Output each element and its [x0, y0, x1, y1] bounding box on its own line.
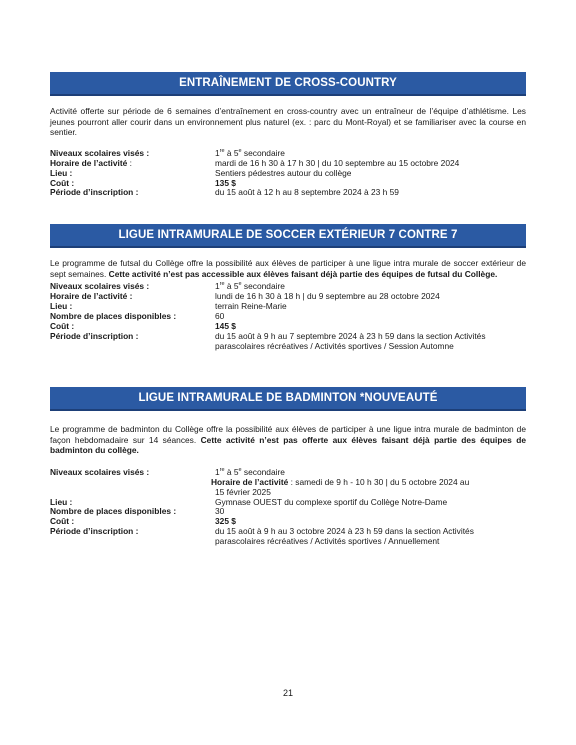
info-row-places: Nombre de places disponibles : 60	[50, 310, 225, 321]
info-row-niveaux: Niveaux scolaires visés : 1re à 5e secondaire	[50, 466, 285, 477]
info-row-periode: Période d’inscription : du 15 août à 9 h au 3 octobre 2024 à 23 h 59 dans la section Activités parascolaires récréatives / Activités sportives / Annuellement	[50, 526, 474, 547]
info-row-niveaux: Niveaux scolaires visés : 1re à 5e secondaire	[50, 147, 285, 158]
section-title: LIGUE INTRAMURALE DE BADMINTON *NOUVEAUTÉ	[50, 387, 526, 411]
page-number: 21	[282, 688, 293, 698]
info-row-cout: Coût : 135 $	[50, 177, 236, 188]
info-row-lieu: Lieu : Gymnase OUEST du complexe sportif du Collège Notre-Dame	[50, 496, 448, 507]
info-row-places: Nombre de places disponibles : 30	[50, 506, 225, 517]
section-badminton	[50, 387, 526, 547]
info-table	[50, 282, 526, 351]
info-row-horaire: Horaire de l’activité : samedi de 9 h - 10 h 30 | du 5 octobre 2024 au 15 février 2025	[211, 476, 470, 497]
info-row-periode: Période d’inscription : du 15 août à 12 h au 8 septembre 2024 à 23 h 59	[50, 187, 399, 198]
section-title: LIGUE INTRAMURALE DE SOCCER EXTÉRIEUR 7 CONTRE 7	[50, 224, 526, 248]
info-row-lieu: Lieu : Sentiers pédestres autour du collège	[50, 167, 352, 178]
info-table	[50, 468, 526, 547]
info-row-cout: Coût : 145 $	[50, 320, 236, 331]
info-row-horaire: Horaire de l’activité : mardi de 16 h 30 à 17 h 30 | du 10 septembre au 15 octobre 2024	[50, 157, 460, 168]
info-row-periode: Période d’inscription : du 15 août à 9 h au 7 septembre 2024 à 23 h 59 dans la section Activités parascolaires récréatives / Activités sportives / Session Automne	[50, 330, 486, 351]
section-description: Activité offerte sur période de 6 semaines d’entraînement en cross-country avec un entraîneur de l’équipe d’athlétisme. Les jeunes pourront aller courir dans un environnement plus naturel (ex. : parc du Mont-Royal) et se familiariser avec la course en sentier.	[50, 106, 526, 138]
section-title: ENTRAÎNEMENT DE CROSS-COUNTRY	[50, 72, 526, 96]
section-soccer	[50, 224, 526, 352]
info-row-horaire: Horaire de l’activité : lundi de 16 h 30 à 18 h | du 9 septembre au 28 octobre 2024	[50, 291, 440, 302]
info-row-cout: Coût : 325 $	[50, 516, 236, 527]
section-cross-country	[50, 72, 526, 198]
section-description: Le programme de badminton du Collège offre la possibilité aux élèves de participer à une ligue intra murale de badminton de façon hebdomadaire sur 14 séances. Cette activité n’est pas offerte aux élèves faisant déjà partie des équipes de badminton du collège.	[50, 424, 526, 456]
info-row-lieu: Lieu : terrain Reine-Marie	[50, 301, 287, 311]
info-row-niveaux: Niveaux scolaires visés : 1re à 5e secondaire	[50, 281, 285, 292]
section-description: Le programme de futsal du Collège offre la possibilité aux élèves de participer à une ligue intra murale de soccer extérieur de sept semaines. Cette activité n’est pas accessible aux élèves faisant déjà partie des équipes de futsal du Collège.	[50, 258, 526, 279]
info-table	[50, 149, 526, 199]
